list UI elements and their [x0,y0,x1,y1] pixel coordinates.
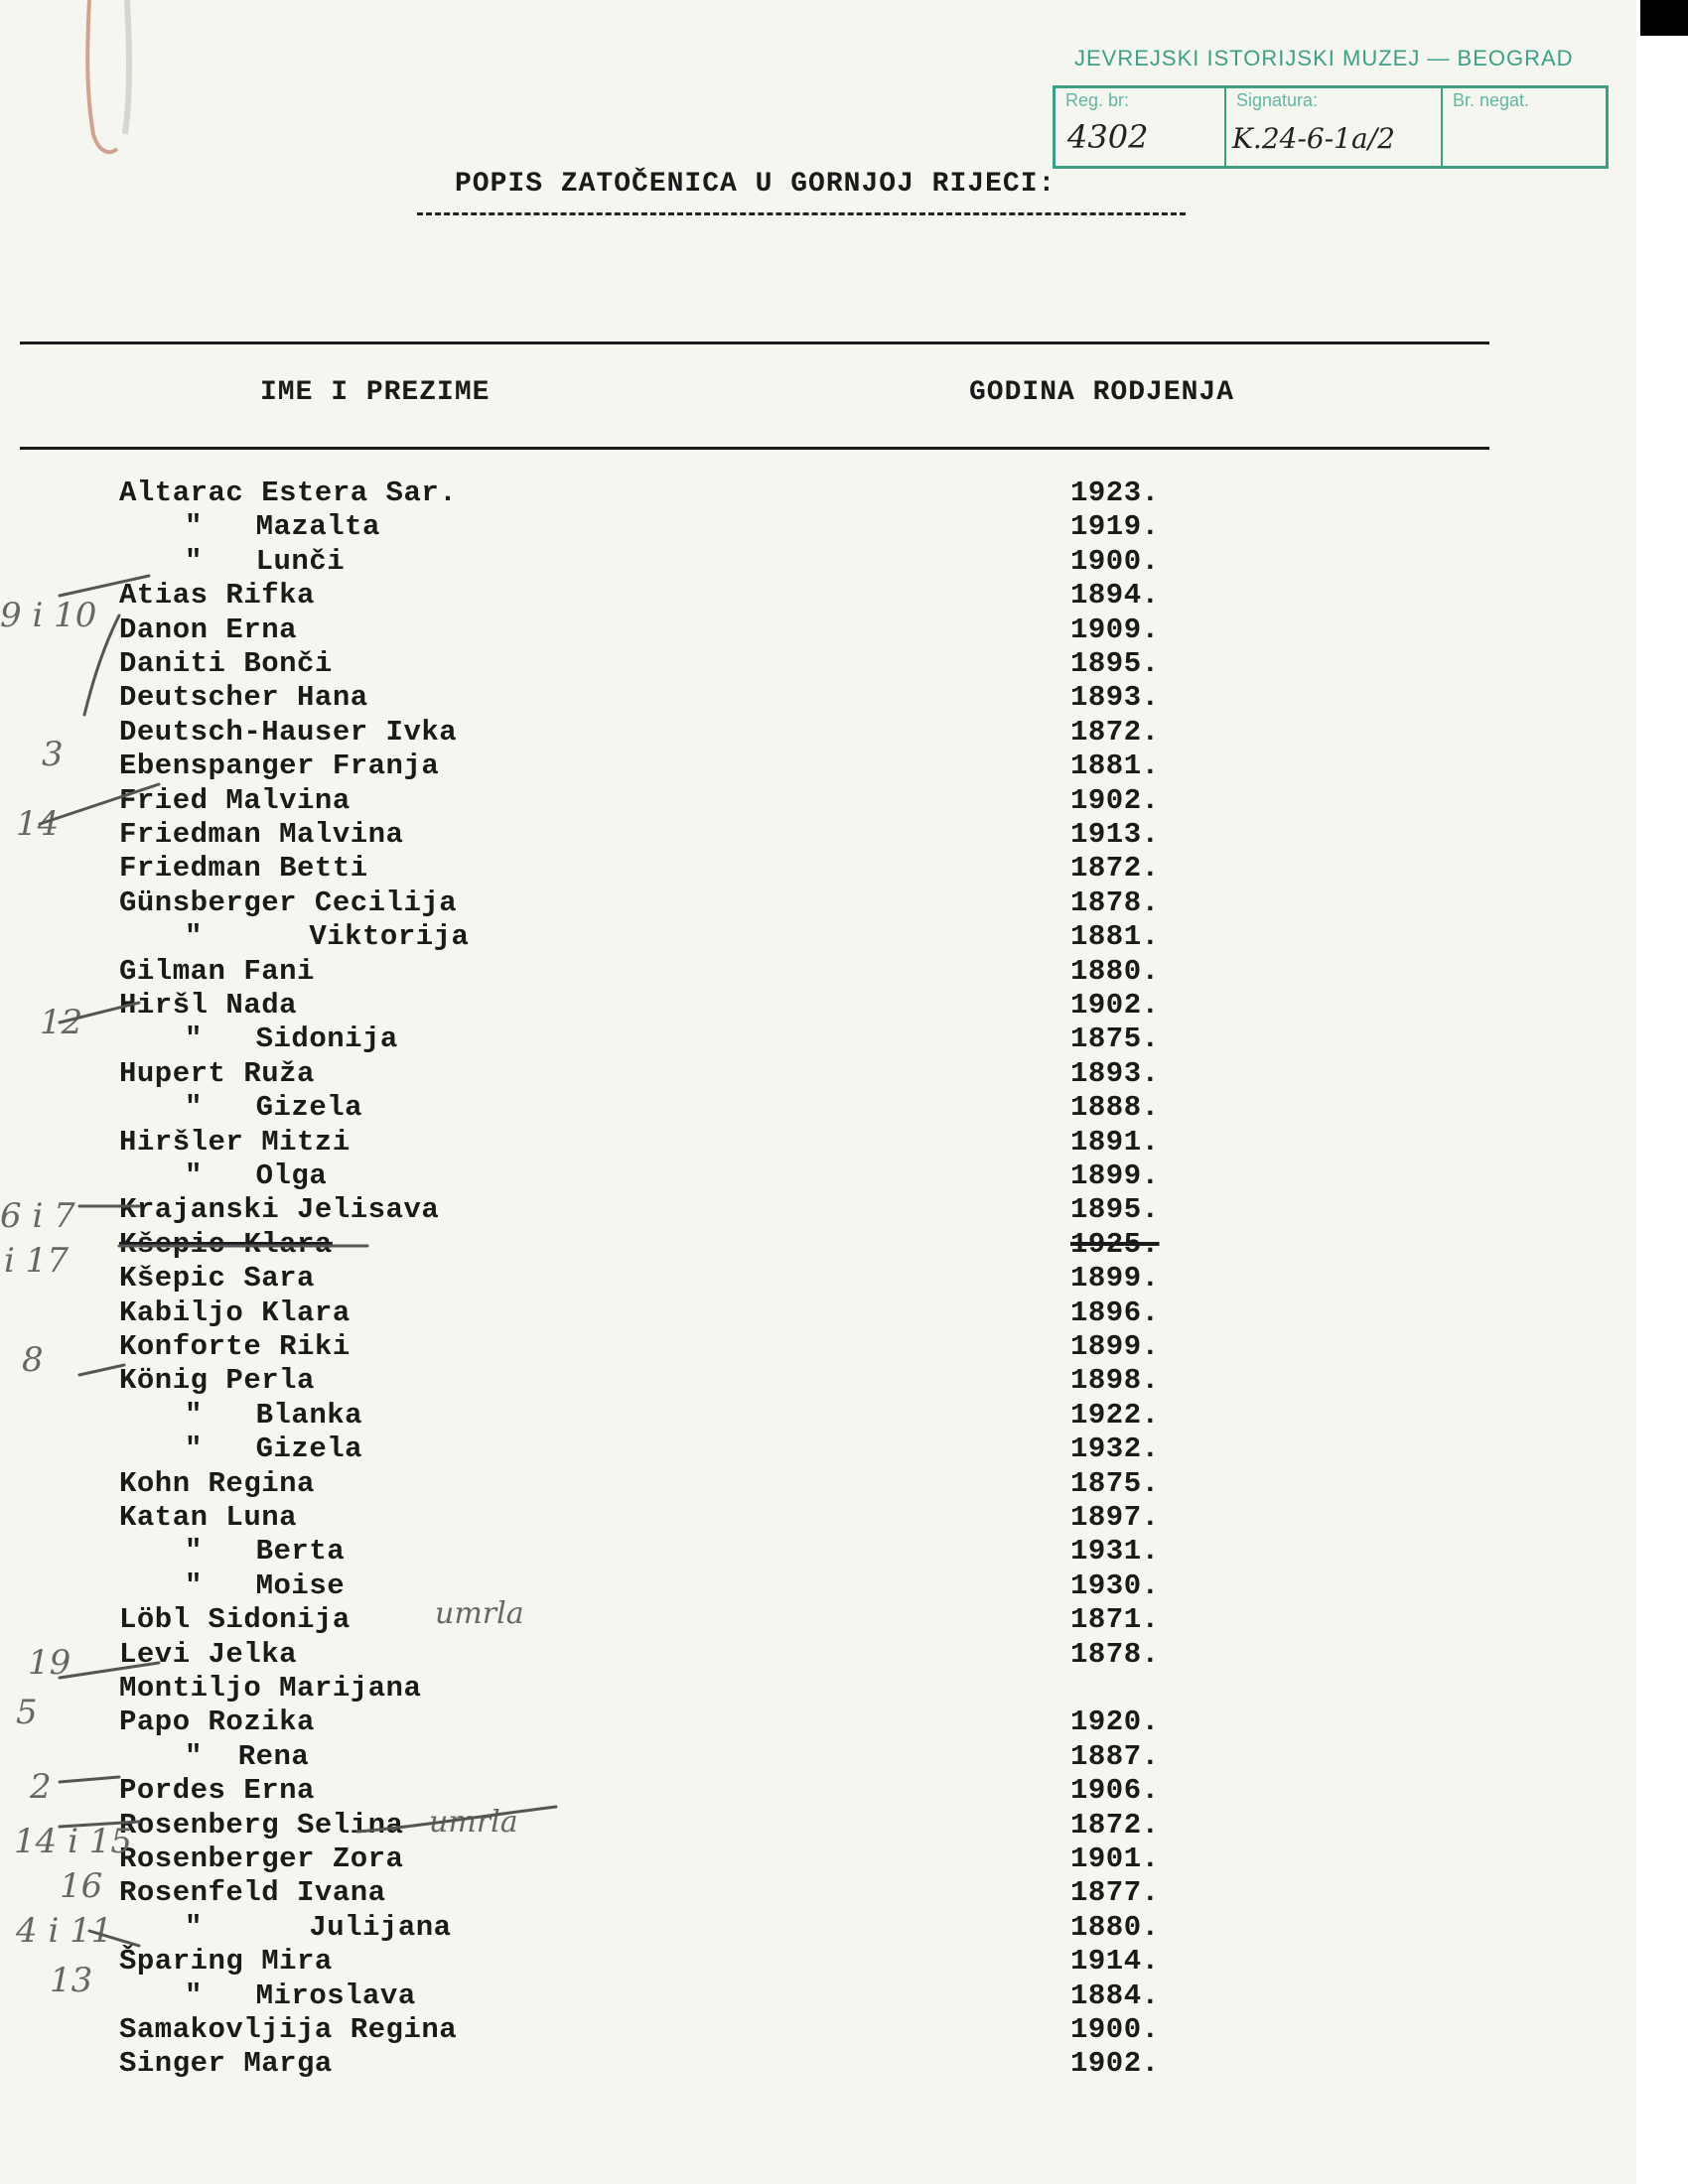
detainee-name: Kšepic Klara [119,1227,333,1261]
page-title: POPIS ZATOČENICA U GORNJOJ RIJECI: [455,169,1056,200]
detainee-name: Kabiljo Klara [119,1296,351,1329]
birth-year: 1872. [1070,852,1160,886]
list-row [0,1023,1489,1056]
birth-year: 1909. [1070,613,1160,646]
detainee-name: " Sidonija [185,1023,398,1056]
list-row [0,1740,1489,1774]
birth-year: 1872. [1070,1808,1160,1842]
birth-year: 1881. [1070,750,1160,783]
margin-note: 5 [16,1693,38,1732]
paper-fold-mark [68,0,157,159]
list-row [0,1330,1489,1364]
detainee-name: Rosenberg Selina [119,1808,404,1842]
list-row [0,920,1489,954]
detainee-name: " Gizela [185,1433,363,1466]
list-row [0,1262,1489,1296]
list-row [0,1228,1489,1262]
list-row [0,1774,1489,1808]
detainee-name: " Viktorija [185,920,470,954]
list-row [0,955,1489,989]
margin-note: 9 i 10 [0,596,97,635]
birth-year: 1902. [1070,2047,1160,2081]
list-row [0,1501,1489,1535]
birth-year: 1919. [1070,510,1160,544]
birth-year: 1881. [1070,920,1160,954]
birth-year: 1880. [1070,954,1160,988]
detainee-name: Rosenfeld Ivana [119,1876,386,1910]
detainee-name: Hiršl Nada [119,989,298,1022]
reg-cell [1055,88,1226,166]
list-row [0,887,1489,920]
birth-year: 1888. [1070,1091,1160,1125]
margin-note: 2 [30,1767,52,1807]
birth-year: 1898. [1070,1364,1160,1398]
detainee-name: " Julijana [185,1910,452,1944]
list-row [0,1467,1489,1501]
signatura-value: K.24-6-1a/2 [1232,122,1395,155]
museum-name: JEVREJSKI ISTORIJSKI MUZEJ — BEOGRAD [1074,46,1574,70]
list-row [0,1399,1489,1433]
margin-note: 16 [60,1866,103,1906]
detainee-name: Friedman Malvina [119,818,404,851]
margin-note: 14 i 15 [14,1822,133,1861]
birth-year: 1932. [1070,1433,1160,1466]
list-row [0,1706,1489,1739]
list-row [0,784,1489,818]
detainee-name: Friedman Betti [119,852,368,886]
signatura-cell [1226,88,1443,166]
birth-year: 1893. [1070,681,1160,715]
margin-note: 19 [28,1643,71,1683]
list-row [0,1603,1489,1637]
birth-year: 1871. [1070,1603,1160,1637]
column-header-year: GODINA RODJENJA [969,377,1235,408]
list-row [0,477,1489,510]
birth-year: 1875. [1070,1023,1160,1056]
birth-year: 1895. [1070,647,1160,680]
list-row [0,1638,1489,1672]
birth-year: 1899. [1070,1262,1160,1296]
detainee-name: Deutsch-Hauser Ivka [119,715,458,749]
detainee-name: Šparing Mira [119,1945,333,1979]
detainee-name: Deutscher Hana [119,681,368,715]
detainee-name: " Moise [185,1569,346,1602]
detainee-name: Altarac Estera Sar. [119,477,458,509]
museum-stamp [1053,40,1609,169]
list-row [0,1057,1489,1091]
detainee-name: Löbl Sidonija [119,1603,351,1637]
margin-note: umrla [435,1596,524,1631]
table-top-rule [20,341,1489,344]
birth-year: 1872. [1070,715,1160,749]
birth-year: 1896. [1070,1296,1160,1329]
detainee-name: " Berta [185,1535,346,1569]
birth-year: 1925. [1070,1227,1160,1261]
detainee-name: " Lunči [185,544,346,578]
margin-note: i 17 [4,1241,69,1281]
list-row [0,1672,1489,1706]
birth-year: 1893. [1070,1056,1160,1090]
margin-note: 12 [40,1003,83,1042]
list-row [0,1126,1489,1160]
birth-year: 1922. [1070,1398,1160,1432]
list-row [0,614,1489,647]
detainee-name: König Perla [119,1364,315,1398]
detainee-name: Pordes Erna [119,1774,315,1808]
birth-year: 1930. [1070,1569,1160,1602]
list-row [0,989,1489,1023]
birth-year: 1880. [1070,1910,1160,1944]
detainee-name: Krajanski Jelisava [119,1193,440,1227]
negativ-label: Br. negat. [1453,90,1530,110]
birth-year: 1920. [1070,1706,1160,1739]
detainee-name: " Miroslava [185,1979,416,2012]
list-row [0,2047,1489,2081]
detainee-name: Montiljo Marijana [119,1672,422,1705]
birth-year: 1900. [1070,544,1160,578]
detainee-name: Gilman Fani [119,954,315,988]
list-row [0,1091,1489,1125]
margin-note: 14 [16,804,60,844]
list-row [0,1297,1489,1330]
birth-year: 1897. [1070,1501,1160,1534]
list-row [0,545,1489,579]
list-row [0,750,1489,783]
detainee-name: " Gizela [185,1091,363,1125]
list-row [0,1535,1489,1569]
detainee-name: Kšepic Sara [119,1262,315,1296]
detainee-name: Samakovljija Regina [119,2013,458,2046]
birth-year: 1923. [1070,477,1160,509]
birth-year: 1931. [1070,1535,1160,1569]
detainee-name: Atias Rifka [119,579,315,613]
birth-year: 1875. [1070,1466,1160,1500]
column-header-name: IME I PREZIME [260,377,491,408]
list-row [0,579,1489,613]
detainee-name: Daniti Bonči [119,647,333,680]
detainee-name: Ebenspanger Franja [119,750,440,783]
birth-year: 1899. [1070,1330,1160,1363]
list-row [0,1364,1489,1398]
birth-year: 1913. [1070,818,1160,851]
birth-year: 1878. [1070,886,1160,919]
margin-note: 4 i 11 [16,1911,113,1951]
list-row [0,818,1489,852]
list-row [0,1160,1489,1193]
detainee-name: Levi Jelka [119,1637,298,1671]
detainee-name: Konforte Riki [119,1330,351,1363]
birth-year: 1884. [1070,1979,1160,2012]
birth-year: 1878. [1070,1637,1160,1671]
title-underline [417,212,1186,215]
negativ-cell [1443,88,1606,166]
reg-value: 4302 [1067,118,1149,156]
margin-note: 3 [42,735,64,774]
birth-year: 1900. [1070,2013,1160,2046]
detainee-name: " Blanka [185,1398,363,1432]
detainee-name: " Olga [185,1160,328,1192]
detainee-name: Danon Erna [119,613,298,646]
birth-year: 1902. [1070,989,1160,1022]
list-row [0,1945,1489,1979]
birth-year: 1877. [1070,1876,1160,1910]
detainee-name: Fried Malvina [119,783,351,817]
birth-year: 1891. [1070,1125,1160,1159]
list-row [0,1876,1489,1910]
birth-year: 1902. [1070,783,1160,817]
stamp-grid [1053,85,1609,169]
list-row [0,1911,1489,1945]
birth-year: 1906. [1070,1774,1160,1808]
margin-note: 8 [22,1340,44,1380]
scan-margin [1636,0,1688,2184]
list-row [0,1979,1489,2013]
birth-year: 1914. [1070,1945,1160,1979]
birth-year: 1887. [1070,1739,1160,1773]
scan-corner-shadow [1640,0,1688,36]
birth-year: 1895. [1070,1193,1160,1227]
detainee-name: Günsberger Cecilija [119,886,458,919]
list-row [0,510,1489,544]
margin-note: 13 [50,1961,93,2000]
detainee-name: Singer Marga [119,2047,333,2081]
list-row [0,716,1489,750]
table-header-rule [20,447,1489,450]
list-row [0,647,1489,681]
list-row [0,681,1489,715]
detainee-name: " Mazalta [185,510,380,544]
detainee-name: Hupert Ruža [119,1056,315,1090]
list-row [0,1193,1489,1227]
detainee-name: Katan Luna [119,1501,298,1534]
list-row [0,1809,1489,1843]
detainee-name: Papo Rozika [119,1706,315,1739]
list-row [0,1843,1489,1876]
list-row [0,852,1489,886]
detainee-name: Hiršler Mitzi [119,1125,351,1159]
detainee-name: Rosenberger Zora [119,1843,404,1875]
margin-note: 6 i 7 [0,1196,75,1236]
reg-label: Reg. br: [1065,90,1130,110]
birth-year: 1894. [1070,579,1160,613]
birth-year: 1899. [1070,1160,1160,1192]
detainee-name: " Rena [185,1739,310,1773]
margin-note: umrla [429,1805,518,1840]
list-row [0,2013,1489,2047]
list-row [0,1570,1489,1603]
signatura-label: Signatura: [1236,90,1319,110]
list-row [0,1433,1489,1466]
birth-year: 1901. [1070,1843,1160,1875]
detainee-name: Kohn Regina [119,1466,315,1500]
